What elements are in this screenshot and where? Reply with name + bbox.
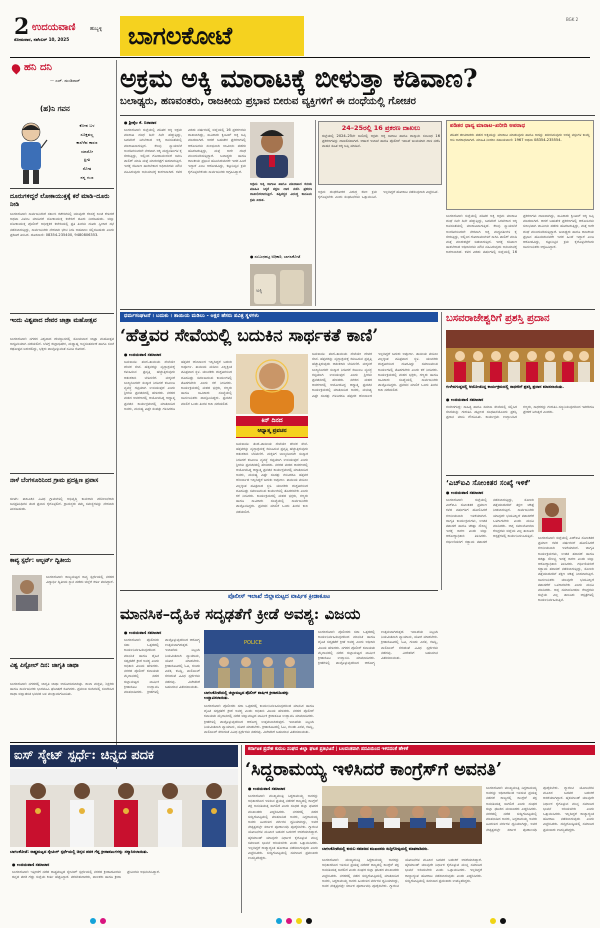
seva-badge-top: ಕಿನ್ ದಿನದ xyxy=(261,417,283,424)
official-photo xyxy=(250,122,294,178)
masthead xyxy=(0,0,600,58)
svg-text:ಅಕ್ಕಿ: ಅಕ್ಕಿ xyxy=(256,288,263,294)
seva-byline: ● ಉದಯವಾಣಿ ಸಮಾಚಾರ xyxy=(124,352,162,357)
seva-body-left: ಜಮಖಂಡಿ: ತಂದೆ–ತಾಯಿಯ ಸೇವೆಯೇ ದೇವರ ಸೇವೆ. ಹೆತ್ತವರನ್ನು ವೃದ್ಧಾಶ್ರಮಕ್ಕೆ ಕಳುಹಿಸುವ ಪ್ರವೃತ್ತಿ ಹೆಚ್ಚುತ್ತಿರುವುದು ಆತಂಕಕಾರಿ ಬೆಳವಣಿಗೆ. ಮಕ್ಕಳಿಗೆ ಬಾಲ್ಯದಿಂದಲೇ ಸಂಸ್ಕಾರ ನೀಡಿದರೆ ಕುಟುಂಬ ವ್ಯವಸ್ಥೆ ಗಟ್ಟಿಯಾಗಿ ಉಳಿಯುತ್ತದೆ ಎಂದು ಶ್ರೀಗಳು ಪ್ರವಚನದಲ್ಲಿ ಹೇಳಿದರು. ನಗರದ ಮಠದ ಆವರಣದಲ್ಲಿ ಆಯೋಜಿಸಿದ್ದ ಆಧ್ಯಾತ್ಮ ಪ್ರವಚನ ಕಾರ್ಯಕ್ರಮದಲ್ಲಿ ಮಾತನಾಡಿದ ಅವರು, ಮನುಷ್ಯ ಎಷ್ಟೇ ಸಂಪತ್ತು ಗಳಿಸಿದರೂ ಹೆತ್ತವರ ಆಶೀರ್ವಾದ ಇಲ್ಲದಿದ್ದರೆ ಬದುಕು ಅಪೂರ್ಣ. ತಾಯಿಯ ಮಡಿಲು ಎಲ್ಲಕ್ಕಿಂತ ಪವಿತ್ರವಾದ ಸ್ಥಳ. ಯುವಕರು ದುಶ್ಚಟಗಳಿಂದ ದೂರವಿದ್ದು ಸಮಾಜಮುಖಿ ಕಾರ್ಯಗಳಲ್ಲಿ ತೊಡಗಬೇಕು ಎಂದು ಕರೆ ನೀಡಿದರು. ಕಾರ್ಯಕ್ರಮದಲ್ಲಿ ಮಠದ ಭಕ್ತರು, ಗಣ್ಯರು ಹಾಗೂ ಸಾವಿರಾರು ಸಂಖ್ಯೆಯಲ್ಲಿ ಸಾರ್ವಜನಿಕರು ಪಾಲ್ಗೊಂಡಿದ್ದರು. ಪ್ರವಚನ ಮಾಲಿಕೆ ಒಂದು ತಿಂಗಳ ಕಾಲ ನಡೆಯಲಿದೆ. xyxy=(124,360,232,411)
basava-byline: ● ಉದಯವಾಣಿ ಸಮಾಚಾರ xyxy=(446,397,484,402)
cong-byline: ● ಉದಯವಾಣಿ ಸಮಾಚಾರ xyxy=(248,786,286,791)
cong-body-left: ಬಾಗಲಕೋಟೆ: ಮುಖ್ಯಮಂತ್ರಿ ಸಿದ್ದರಾಮಯ್ಯ ಅವರನ್ನು ಅಧಿಕಾರದಿಂದ ಇಳಿಸುವ ಪ್ರಯತ್ನ ನಡೆದರೆ ರಾಜ್ಯದಲ್ಲಿ ಕಾಂಗ್ರೆಸ್ ಪಕ್ಷ ಅವನತಿಯತ್ತ ಸಾಗಲಿದೆ ಎಂದು ಸಂಘದ ಜಿಲ್ಲಾ ಘಟಕದ ಮುಖಂಡರು ಎಚ್ಚರಿಸಿದರು. ನಗರದಲ್ಲಿ ನಡೆದ ಸುದ್ದಿಗೋಷ್ಠಿಯಲ್ಲಿ ಮಾತನಾಡಿದ ಅವರು, ಸಿದ್ದರಾಮಯ್ಯ ಅವರು ಹಿಂದುಳಿದ ವರ್ಗಗಳ ಧ್ವನಿಯಾಗಿದ್ದು, ಅವರ ನೇತೃತ್ವದಲ್ಲೇ ಸರ್ಕಾರ ಪೂರ್ಣಾವಧಿ ಪೂರೈಸಬೇಕು. ಗ್ಯಾರಂಟಿ ಯೋಜನೆಗಳ ಮೂಲಕ ಬಡವರ ಬದುಕಿಗೆ ಆಸರೆಯಾಗಿದ್ದಾರೆ. ಹೈಕಮಾಂಡ್ ಯಾವುದೇ ನಿರ್ಧಾರ ಕೈಗೊಳ್ಳುವ ಮುನ್ನ ಸಮಾಜದ ಭಾವನೆ ಅರಿಯಬೇಕು ಎಂದು ಒತ್ತಾಯಿಸಿದರು. ಇಲ್ಲದಿದ್ದರೆ ರಾಜ್ಯಾದ್ಯಂತ ಹೋರಾಟ ನಡೆಸಲಾಗುವುದು ಎಂದು ಎಚ್ಚರಿಸಿದರು. ಸುದ್ದಿಗೋಷ್ಠಿಯಲ್ಲಿ ಸಮಾಜದ ಪ್ರಮುಖರು ಉಪಸ್ಥಿತರಿದ್ದರು. xyxy=(248,794,318,861)
poem-line: ಪ್ರೀತಿ xyxy=(83,157,91,163)
registration-mark-black xyxy=(500,918,506,924)
lead-headline: ಅಕ್ರಮ ಅಕ್ಕಿ ಮಾರಾಟಕ್ಕೆ ಬೀಳುತ್ತಾ ಕಡಿವಾಣ? xyxy=(120,64,478,93)
seva-badge-bottom: ಆಧ್ಯಾತ್ಮ ಪ್ರವಚನ xyxy=(236,426,308,437)
case-box-text: ಜಿಲ್ಲೆಯಲ್ಲಿ 2024–25ನೇ ಸಾಲಿನಲ್ಲಿ ಅಕ್ರಮ ಅಕ್ಕಿ ಸಾಗಾಟ ಹಾಗೂ ದಾಸ್ತಾನು ಸಂಬಂಧ 16 ಪ್ರಕರಣಗಳನ್ನು ದಾಖಲಿಸಲಾಗಿದೆ. ಆಹಾರ ಇಲಾಖೆ ಹಾಗೂ ಪೊಲೀಸ್ ಇಲಾಖೆ ಜಂಟಿಯಾಗಿ ದಾಳಿ ನಡೆಸಿ ವಾಹನ ಸಹಿತ ಅಕ್ಕಿ ಜಪ್ತಿ ಮಾಡಿವೆ. xyxy=(322,134,440,149)
story4-photo xyxy=(12,575,42,611)
cong-body-mid: ಬಾಗಲಕೋಟೆ: ಮುಖ್ಯಮಂತ್ರಿ ಸಿದ್ದರಾಮಯ್ಯ ಅವರನ್ನು ಅಧಿಕಾರದಿಂದ ಇಳಿಸುವ ಪ್ರಯತ್ನ ನಡೆದರೆ ರಾಜ್ಯದಲ್ಲಿ ಕಾಂಗ್ರೆಸ್ ಪಕ್ಷ ಅವನತಿಯತ್ತ ಸಾಗಲಿದೆ ಎಂದು ಸಂಘದ ಜಿಲ್ಲಾ ಘಟಕದ ಮುಖಂಡರು ಎಚ್ಚರಿಸಿದರು. ನಗರದಲ್ಲಿ ನಡೆದ ಸುದ್ದಿಗೋಷ್ಠಿಯಲ್ಲಿ ಮಾತನಾಡಿದ ಅವರು, ಸಿದ್ದರಾಮಯ್ಯ ಅವರು ಹಿಂದುಳಿದ ವರ್ಗಗಳ ಧ್ವನಿಯಾಗಿದ್ದು, ಅವರ ನೇತೃತ್ವದಲ್ಲೇ ಸರ್ಕಾರ ಪೂರ್ಣಾವಧಿ ಪೂರೈಸಬೇಕು. ಗ್ಯಾರಂಟಿ ಯೋಜನೆಗಳ ಮೂಲಕ ಬಡವರ ಬದುಕಿಗೆ ಆಸರೆಯಾಗಿದ್ದಾರೆ. ಹೈಕಮಾಂಡ್ ಯಾವುದೇ ನಿರ್ಧಾರ ಕೈಗೊಳ್ಳುವ ಮುನ್ನ ಸಮಾಜದ ಭಾವನೆ ಅರಿಯಬೇಕು ಎಂದು ಒತ್ತಾಯಿಸಿದರು. ಇಲ್ಲದಿದ್ದರೆ ರಾಜ್ಯಾದ್ಯಂತ ಹೋರಾಟ ನಡೆಸಲಾಗುವುದು ಎಂದು ಎಚ್ಚರಿಸಿದರು. ಸುದ್ದಿಗೋಷ್ಠಿಯಲ್ಲಿ ಸಮಾಜದ ಪ್ರಮುಖರು ಉಪಸ್ಥಿತರಿದ್ದರು. xyxy=(322,858,482,889)
lead-subhead: ಬಲಾಢ್ಯರು, ಹಣವಂತರು, ರಾಜಕೀಯ ಪ್ರಭಾವ ಬೀರುವ ವ್ಯಕ್ತಿಗಳಿಗೆ ಈ ದಂಧೆಯಲ್ಲಿ ಗೋಚರ xyxy=(120,96,417,107)
poem-line: ಕಾಲೆಳೆವ ಕಾರಣ xyxy=(76,140,98,146)
story5-body: ಬಾಗಲಕೋಟೆ: ನಗರದಲ್ಲಿ ಜಾಗೃತಿ ಜಾಥಾ ಆಯೋಜಿಸಲಾಗಿತ್ತು. ಶಾಲಾ ಮಕ್ಕಳು, ಶಿಕ್ಷಕರು ಹಾಗೂ ಸಾರ್ವಜನಿಕರು ಭಾಗವಹಿಸಿ ಘೋಷಣೆ ಕೂಗಿದರು. ಪ್ರಮುಖ ಬೀದಿಗಳಲ್ಲಿ ಸಂಚರಿಸಿದ ಜಾಥಾ ಜಿಲ್ಲಾಡಳಿತ ಭವನದ ಬಳಿ ಮುಕ್ತಾಯಗೊಂಡಿತು. xyxy=(10,682,114,697)
lead-quote-name: ● ಸಂಬಂಧಪಟ್ಟ ಅಧಿಕಾರಿ, ಬಾಗಲಕೋಟೆ xyxy=(250,254,301,259)
seva-headline: ‘ಹೆತ್ತವರ ಸೇವೆಯಲ್ಲಿ ಬದುಕಿನ ಸಾರ್ಥಕತೆ ಕಾಣಿ’ xyxy=(120,326,379,346)
lead-byline: ● ಶ್ರೀಶೈಲ ಕೆ. ಬಿರಾದಾರ xyxy=(124,120,157,125)
hiv-headline: ‘ಎಚ್‌ಐವಿ ಸೋಂಕಿತರ ಸಂಖ್ಯೆ ಇಳಿಕೆ’ xyxy=(446,478,531,487)
hiv-byline: ● ಉದಯವಾಣಿ ಸಮಾಚಾರ xyxy=(446,490,484,495)
story1-body: ಬಾಗಲಕೋಟೆ: ಸಾರ್ವಜನಿಕರಿಗೆ ಸರ್ಕಾರಿ ಕಚೇರಿಗಳಲ್ಲಿ ಯಾವುದೇ ಕೆಲಸಕ್ಕೆ ಲಂಚ ಕೇಳಿದರೆ ಅಥವಾ ವಿಳಂಬ ಮಾಡಿದರೆ ಲೋಕಾಯುಕ್ತ ಕಚೇರಿಗೆ ದೂರು ನೀಡಬಹುದು. ಜಿಲ್ಲಾ ಲೋಕಾಯುಕ್ತ ಪೊಲೀಸ್ ಅಧೀಕ್ಷಕರ ಕಚೇರಿಯಲ್ಲಿ ಪ್ರತಿ ತಿಂಗಳು ದೂರು ಸ್ವೀಕಾರ ಸಭೆ ನಡೆಸಲಾಗುತ್ತಿದ್ದು, ಸಾರ್ವಜನಿಕರು ನೇರವಾಗಿ ಭೇಟಿ ನೀಡಿ ಅಹವಾಲು ಸಲ್ಲಿಸಬಹುದು ಎಂದು ಪ್ರಕಟಣೆ ತಿಳಿಸಿದೆ. ದೂರವಾಣಿ: 08354-235400, 9480806353. xyxy=(10,212,114,237)
column-logo: ಹನಿ ದನಿ xyxy=(24,62,52,73)
hanidani-logo xyxy=(12,62,112,76)
sports-body-left: ಬಾಗಲಕೋಟೆ: ಪೊಲೀಸರು ಸದಾ ಒತ್ತಡದಲ್ಲಿ ಕಾರ್ಯನಿರ್ವಹಿಸುವುದರಿಂದ ಮಾನಸಿಕ ಹಾಗೂ ದೈಹಿಕ ಸದೃಢತೆಗೆ ಕ್ರೀಡೆ ಅವಶ್ಯ ಎಂದು ಅಧಿಕಾರಿ ವಿಜಯ ಹೇಳಿದರು. ನಗರದ ಪೊಲೀಸ್ ಕವಾಯತು ಮೈದಾನದಲ್ಲಿ ನಡೆದ ಜಿಲ್ಲಾಮಟ್ಟದ ವಾರ್ಷಿಕ ಕ್ರೀಡಾಕೂಟ ಉದ್ಘಾಟಿಸಿ ಮಾತನಾಡಿದರು. ಕ್ರೀಡೆಗಳಲ್ಲಿ ಪಾಲ್ಗೊಳ್ಳುವುದರಿಂದ ಆರೋಗ್ಯ ಉತ್ತಮವಾಗಿರುತ್ತದೆ. ಇಲಾಖೆಯ ಸಿಬ್ಬಂದಿ ನಿಯಮಿತವಾಗಿ ವ್ಯಾಯಾಮ, ಯೋಗ ಮಾಡಬೇಕು. ಕ್ರೀಡಾಕೂಟದಲ್ಲಿ ಓಟ, ಗುಂಡು ಎಸೆತ, ಕಬಡ್ಡಿ, ವಾಲಿಬಾಲ್ ಸೇರಿದಂತೆ ವಿವಿಧ ಸ್ಪರ್ಧೆಗಳು ನಡೆದವು. ವಿಜೇತರಿಗೆ ಬಹುಮಾನ ವಿತರಿಸಲಾಯಿತು. xyxy=(124,638,200,695)
lead-side-column: ಬಾಗಲಕೋಟೆ: ಜಿಲ್ಲೆಯಲ್ಲಿ ಪಡಿತರ ಅಕ್ಕಿ ಅಕ್ರಮ ಮಾರಾಟ ದಂಧೆ ದಿನೇ ದಿನೇ ಹೆಚ್ಚುತ್ತಿದ್ದು, ಬಡವರಿಗೆ ಸಿಗಬೇಕಾದ ಅಕ್ಕಿ ಕಾಳಸಂತೆಯಲ್ಲಿ ಮಾರಾಟವಾಗುತ್ತಿದೆ. ಕೆಲವು ನ್ಯಾಯಬೆಲೆ ಅಂಗಡಿಗಳಿಂದಲೇ ನೇರವಾಗಿ ಅಕ್ಕಿ ಮಧ್ಯವರ್ತಿಗಳ ಕೈ ಸೇರುತ್ತಿದ್ದು, ಅಲ್ಲಿಂದ ಗೋದಾಮುಗಳಿಗೆ ಸಾಗಿಸಿ ಪಾಲಿಶ್ ಮಾಡಿ ಮತ್ತೆ ಮಾರುಕಟ್ಟೆಗೆ ಬಿಡಲಾಗುತ್ತಿದೆ. ಇದಕ್ಕೆ ಕಡಿವಾಣ ಹಾಕಬೇಕಾದ ಅಧಿಕಾರಿಗಳು ಮೌನ ವಹಿಸಿರುವುದು ಅನುಮಾನಕ್ಕೆ ಕಾರಣವಾಗಿದೆ. ಕಳೆದ ಎರಡು ವರ್ಷಗಳಲ್ಲಿ ಜಿಲ್ಲೆಯಲ್ಲಿ 16 ಪ್ರಕರಣಗಳು ದಾಖಲಾಗಿದ್ದು, ಸಾವಿರಾರು ಕ್ವಿಂಟಲ್ ಅಕ್ಕಿ ಜಪ್ತಿ ಮಾಡಲಾಗಿದೆ. ಆದರೆ ಬಹುತೇಕ ಪ್ರಕರಣಗಳಲ್ಲಿ ಆರೋಪಿಗಳು ಸುಲಭವಾಗಿ ಜಾಮೀನು ಪಡೆದು ಹೊರಬರುತ್ತಿದ್ದು, ಮತ್ತೆ ಅದೇ ದಂಧೆ ಮುಂದುವರಿಸುತ್ತಿದ್ದಾರೆ. ಬಲಾಢ್ಯರು ಹಾಗೂ ರಾಜಕೀಯ ಪ್ರಭಾವ ಹೊಂದಿರುವವರೇ ಇದರ ಹಿಂದೆ ಇದ್ದಾರೆ ಎಂಬ ಆರೋಪವಿದ್ದು, ಕಟ್ಟುನಿಟ್ಟಿನ ಕ್ರಮ ಕೈಗೊಳ್ಳಬೇಕೆಂದು ಸಾರ್ವಜನಿಕರು ಆಗ್ರಹಿಸಿದ್ದಾರೆ. xyxy=(446,214,594,255)
offence-box-title: ಪಡಿತರ ಧಾನ್ಯ ಮಾರಾಟ–ಖರೀದಿ ಅಪರಾಧ xyxy=(450,123,526,129)
registration-mark-cyan xyxy=(276,918,282,924)
story4-headline: ಕಾವ್ಯ ಸ್ಪರ್ಧೆ: ಆಲ್ಬರ್ಟ್ ದ್ವಿತೀಯ xyxy=(10,558,71,564)
registration-mark-black xyxy=(306,918,312,924)
story4-body: ಬಾಗಲಕೋಟೆ: ರಾಜ್ಯಮಟ್ಟದ ಕಾವ್ಯ ಸ್ಪರ್ಧೆಯಲ್ಲಿ ನಗರದ ವಿದ್ಯಾರ್ಥಿ ದ್ವಿತೀಯ ಸ್ಥಾನ ಪಡೆದು ಜಿಲ್ಲೆಗೆ ಕೀರ್ತಿ ತಂದಿದ್ದಾರೆ. xyxy=(46,575,114,585)
date-line: ಸೋಮವಾರ, ನವೆಂಬರ್ 10, 2025 xyxy=(14,37,70,42)
registration-mark-magenta xyxy=(286,918,292,924)
poem-title: (ಹ)ನಿ ಗವನ xyxy=(40,105,70,113)
basava-body: ಗುಳೇದಗುಡ್ಡ: ಸಾಹಿತ್ಯ ಹಾಗೂ ಸಮಾಜ ಸೇವೆಯಲ್ಲಿ ಸಲ್ಲಿಸಿದ ಸೇವೆಯನ್ನು ಗುರುತಿಸಿ ಪಟ್ಟಣದ ಸಂಘಟನೆಯೊಂದು ಪ್ರಶಸ್ತಿ ಪ್ರದಾನ ಮಾಡಿ ಗೌರವಿಸಿತು. ಕಾರ್ಯಕ್ರಮ ಉದ್ಘಾಟಿಸಿದ ಗಣ್ಯರು, ಸಾಧಕರನ್ನು ಗುರುತಿಸಿ ಸನ್ಮಾನಿಸುವುದರಿಂದ ಇತರರಿಗೂ ಪ್ರೇರಣೆ ಸಿಗುತ್ತದೆ ಎಂದರು. xyxy=(446,405,594,420)
cong-headline: ‘ಸಿದ್ದರಾಮಯ್ಯ ಇಳಿಸಿದರೆ ಕಾಂಗ್ರೆಸ್‌ಗೆ ಅವನತಿ’ xyxy=(245,760,502,780)
story1-headline: ದೂರುಗಳಿದ್ದರೆ ಲೋಕಾಯುಕ್ತಕ್ಕೆ ಕರೆ ಮಾಡಿ–ದೂರು ನೀಡಿ xyxy=(10,193,110,208)
sports-byline: ● ಉದಯವಾಣಿ ಸಮಾಚಾರ xyxy=(124,630,162,635)
medal-headline: ಐಸ್ ಸ್ಕೇಟ್ ಸ್ಪರ್ಧೆ: ಚಿನ್ನದ ಪದಕ xyxy=(14,748,154,763)
poem-line: ಕೋಪ ಬಳ xyxy=(79,123,95,128)
registration-mark-yellow xyxy=(296,918,302,924)
award-caption: ಗುಳೇದಗುಡ್ಡದಲ್ಲಿ ಆಯೋಜಿಸಿದ್ದ ಕಾರ್ಯಕ್ರಮದಲ್ಲಿ ಸಾಧಕರಿಗೆ ಪ್ರಶಸ್ತಿ ಪ್ರದಾನ ಮಾಡಲಾಯಿತು. xyxy=(446,384,564,389)
registration-mark-yellow xyxy=(490,918,496,924)
story2-body: ಬಾಗಲಕೋಟೆ: ನಗರದ ವಿಶ್ವಪಾದ ದೇವಸ್ಥಾನದಲ್ಲಿ ಸೋಮವಾರ ಜಾತ್ರಾ ಮಹೋತ್ಸವ ಅದ್ದೂರಿಯಾಗಿ ನಡೆಯಲಿದೆ. ಬೆಳಗ್ಗೆ ರುದ್ರಾಭಿಷೇಕ, ಮಧ್ಯಾಹ್ನ ಅನ್ನಸಂತರ್ಪಣೆ ಹಾಗೂ ಸಂಜೆ ರಥೋತ್ಸವ ಜರುಗಲಿದ್ದು, ಭಕ್ತರು ಪಾಲ್ಗೊಳ್ಳುವಂತೆ ಸಮಿತಿ ಕೋರಿದೆ. xyxy=(10,337,114,352)
sports-headline: ಮಾನಸಿಕ–ದೈಹಿಕ ಸದೃಢತೆಗೆ ಕ್ರೀಡೆ ಅವಶ್ಯ: ವಿಜಯ xyxy=(120,605,361,623)
medal-byline: ● ಉದಯವಾಣಿ ಸಮಾಚಾರ xyxy=(12,862,50,867)
story3-headline: ನಾಳೆ ಬೆಂಗಳೂರಿನಿಂದ ಗ್ರಾಮ ಪ್ರದಕ್ಷಿಣ ಪ್ರವಾಸ xyxy=(10,477,99,484)
registration-mark-cyan xyxy=(90,918,96,924)
paper-suffix: ಹುಬ್ಬಳ್ಳಿ xyxy=(90,26,103,32)
press-meet-caption: ಬಾಗಲಕೋಟೆಯಲ್ಲಿ ಕುರುಬ ಸಮಾಜದ ಮುಖಂಡರು ಸುದ್ದಿಗೋಷ್ಠಿಯಲ್ಲಿ ಮಾತನಾಡಿದರು. xyxy=(322,846,429,851)
basava-headline: ಬಸವರಾಜೇಶ್ವರಿಗೆ ಪ್ರಶಸ್ತಿ ಪ್ರದಾನ xyxy=(446,313,550,324)
award-photo xyxy=(446,330,594,382)
poem-line: ಸೂಕ್ತವಲ್ಲ xyxy=(80,131,94,137)
lead-quote: ಅಕ್ರಮ ಅಕ್ಕಿ ಸಾಗಾಟ ಹಾಗೂ ಮಾರಾಟದ ಕುರಿತು ಮಾಹಿತಿ ಸಿಕ್ಕರೆ ತಕ್ಷಣ ದಾಳಿ ನಡೆಸಿ ಪ್ರಕರಣ ದಾಖಲಿಸಲಾಗುತ್ತಿದೆ. ತಪ್ಪಿತಸ್ಥರ ವಿರುದ್ಧ ಕಾನೂನು ಕ್ರಮ ಖಚಿತ. xyxy=(250,182,312,202)
sidebar xyxy=(10,60,114,840)
seva-body-right: ಜಮಖಂಡಿ: ತಂದೆ–ತಾಯಿಯ ಸೇವೆಯೇ ದೇವರ ಸೇವೆ. ಹೆತ್ತವರನ್ನು ವೃದ್ಧಾಶ್ರಮಕ್ಕೆ ಕಳುಹಿಸುವ ಪ್ರವೃತ್ತಿ ಹೆಚ್ಚುತ್ತಿರುವುದು ಆತಂಕಕಾರಿ ಬೆಳವಣಿಗೆ. ಮಕ್ಕಳಿಗೆ ಬಾಲ್ಯದಿಂದಲೇ ಸಂಸ್ಕಾರ ನೀಡಿದರೆ ಕುಟುಂಬ ವ್ಯವಸ್ಥೆ ಗಟ್ಟಿಯಾಗಿ ಉಳಿಯುತ್ತದೆ ಎಂದು ಶ್ರೀಗಳು ಪ್ರವಚನದಲ್ಲಿ ಹೇಳಿದರು. ನಗರದ ಮಠದ ಆವರಣದಲ್ಲಿ ಆಯೋಜಿಸಿದ್ದ ಆಧ್ಯಾತ್ಮ ಪ್ರವಚನ ಕಾರ್ಯಕ್ರಮದಲ್ಲಿ ಮಾತನಾಡಿದ ಅವರು, ಮನುಷ್ಯ ಎಷ್ಟೇ ಸಂಪತ್ತು ಗಳಿಸಿದರೂ ಹೆತ್ತವರ ಆಶೀರ್ವಾದ ಇಲ್ಲದಿದ್ದರೆ ಬದುಕು ಅಪೂರ್ಣ. ತಾಯಿಯ ಮಡಿಲು ಎಲ್ಲಕ್ಕಿಂತ ಪವಿತ್ರವಾದ ಸ್ಥಳ. ಯುವಕರು ದುಶ್ಚಟಗಳಿಂದ ದೂರವಿದ್ದು ಸಮಾಜಮುಖಿ ಕಾರ್ಯಗಳಲ್ಲಿ ತೊಡಗಬೇಕು ಎಂದು ಕರೆ ನೀಡಿದರು. ಕಾರ್ಯಕ್ರಮದಲ್ಲಿ ಮಠದ ಭಕ್ತರು, ಗಣ್ಯರು ಹಾಗೂ ಸಾವಿರಾರು ಸಂಖ್ಯೆಯಲ್ಲಿ ಸಾರ್ವಜನಿಕರು ಪಾಲ್ಗೊಂಡಿದ್ದರು. ಪ್ರವಚನ ಮಾಲಿಕೆ ಒಂದು ತಿಂಗಳ ಕಾಲ ನಡೆಯಲಿದೆ. xyxy=(312,352,438,398)
poem-lines xyxy=(60,122,114,182)
poet-cartoon xyxy=(14,120,48,186)
edition-code: BGK 2 xyxy=(566,17,579,22)
sports-photo xyxy=(204,630,314,688)
page-number: 2 xyxy=(14,14,30,40)
paper-name: ಉದಯವಾಣಿ xyxy=(32,22,76,33)
svg-text:POLICE: POLICE xyxy=(244,640,262,646)
seva-kicker: ಧರ್ಮಸಂಘಟನೆ । ಬದುಕು । ತಾಯಿಯ ಮಡಿಲು - ಅಕ್ಷರ ಹೆಸರು ಪವಿತ್ರ ಸ್ಥಳಗಳು xyxy=(124,313,259,319)
hanidani-drop-icon xyxy=(10,62,22,74)
registration-mark-magenta xyxy=(100,918,106,924)
rice-bag-photo xyxy=(250,264,312,306)
medal-caption: ಬಾಗಲಕೋಟೆ: ರಾಷ್ಟ್ರಮಟ್ಟದ ಸ್ಕೇಟಿಂಗ್ ಸ್ಪರ್ಧೆಯಲ್ಲಿ ಚಿನ್ನದ ಪದಕ ಗೆದ್ದ ಕ್ರೀಡಾಪಟುಗಳನ್ನು ಸನ್ಮಾನಿಸಲಾಯಿತು. xyxy=(10,849,149,854)
hiv-body-right: ಬಾಗಲಕೋಟೆ: ಜಿಲ್ಲೆಯಲ್ಲಿ ಎಚ್‌ಐವಿ ಸೋಂಕಿತರ ಪ್ರಮಾಣ ಕಳೆದ ವರ್ಷಗಳಿಗೆ ಹೋಲಿಸಿದರೆ ಗಣನೀಯವಾಗಿ ಇಳಿಕೆಯಾಗಿದೆ. ಜಾಗೃತಿ ಕಾರ್ಯಕ್ರಮಗಳು, ಉಚಿತ ತಪಾಸಣೆ ಹಾಗೂ ಚಿಕಿತ್ಸಾ ಸೌಲಭ್ಯ ಇದಕ್ಕೆ ಕಾರಣ ಎಂದು ಜಿಲ್ಲಾ ಆರೋಗ್ಯಾಧಿಕಾರಿ ತಿಳಿಸಿದರು. ಗರ್ಭಿಣಿಯರಿಗೆ ಕಡ್ಡಾಯ ತಪಾಸಣೆ ನಡೆಸಲಾಗುತ್ತಿದ್ದು, ಸೋಂಕು ಪತ್ತೆಯಾದವರಿಗೆ ತಕ್ಷಣ ಚಿಕಿತ್ಸೆ ನೀಡಲಾಗುತ್ತಿದೆ. ಸಾರ್ವಜನಿಕರು ಯಾವುದೇ ಭಯವಿಲ್ಲದೆ ತಪಾಸಣೆಗೆ ಒಳಗಾಗಬೇಕು ಎಂದು ಮನವಿ ಮಾಡಿದರು. ಆಪ್ತ ಸಮಾಲೋಚನಾ ಕೇಂದ್ರಗಳು ಜಿಲ್ಲೆಯ ಎಲ್ಲ ತಾಲೂಕು ಆಸ್ಪತ್ರೆಗಳಲ್ಲಿ ಕಾರ್ಯನಿರ್ವಹಿಸುತ್ತಿವೆ. xyxy=(538,536,594,603)
seva-body-mid: ಜಮಖಂಡಿ: ತಂದೆ–ತಾಯಿಯ ಸೇವೆಯೇ ದೇವರ ಸೇವೆ. ಹೆತ್ತವರನ್ನು ವೃದ್ಧಾಶ್ರಮಕ್ಕೆ ಕಳುಹಿಸುವ ಪ್ರವೃತ್ತಿ ಹೆಚ್ಚುತ್ತಿರುವುದು ಆತಂಕಕಾರಿ ಬೆಳವಣಿಗೆ. ಮಕ್ಕಳಿಗೆ ಬಾಲ್ಯದಿಂದಲೇ ಸಂಸ್ಕಾರ ನೀಡಿದರೆ ಕುಟುಂಬ ವ್ಯವಸ್ಥೆ ಗಟ್ಟಿಯಾಗಿ ಉಳಿಯುತ್ತದೆ ಎಂದು ಶ್ರೀಗಳು ಪ್ರವಚನದಲ್ಲಿ ಹೇಳಿದರು. ನಗರದ ಮಠದ ಆವರಣದಲ್ಲಿ ಆಯೋಜಿಸಿದ್ದ ಆಧ್ಯಾತ್ಮ ಪ್ರವಚನ ಕಾರ್ಯಕ್ರಮದಲ್ಲಿ ಮಾತನಾಡಿದ ಅವರು, ಮನುಷ್ಯ ಎಷ್ಟೇ ಸಂಪತ್ತು ಗಳಿಸಿದರೂ ಹೆತ್ತವರ ಆಶೀರ್ವಾದ ಇಲ್ಲದಿದ್ದರೆ ಬದುಕು ಅಪೂರ್ಣ. ತಾಯಿಯ ಮಡಿಲು ಎಲ್ಲಕ್ಕಿಂತ ಪವಿತ್ರವಾದ ಸ್ಥಳ. ಯುವಕರು ದುಶ್ಚಟಗಳಿಂದ ದೂರವಿದ್ದು ಸಮಾಜಮುಖಿ ಕಾರ್ಯಗಳಲ್ಲಿ ತೊಡಗಬೇಕು ಎಂದು ಕರೆ ನೀಡಿದರು. ಕಾರ್ಯಕ್ರಮದಲ್ಲಿ ಮಠದ ಭಕ್ತರು, ಗಣ್ಯರು ಹಾಗೂ ಸಾವಿರಾರು ಸಂಖ್ಯೆಯಲ್ಲಿ ಸಾರ್ವಜನಿಕರು ಪಾಲ್ಗೊಂಡಿದ್ದರು. ಪ್ರವಚನ ಮಾಲಿಕೆ ಒಂದು ತಿಂಗಳ ಕಾಲ ನಡೆಯಲಿದೆ. xyxy=(236,442,308,514)
medal-body: ಬಾಗಲಕೋಟೆ: ಇತ್ತೀಚೆಗೆ ನಡೆದ ರಾಷ್ಟ್ರಮಟ್ಟದ ಸ್ಕೇಟಿಂಗ್ ಸ್ಪರ್ಧೆಯಲ್ಲಿ ನಗರದ ಕ್ರೀಡಾಪಟುಗಳು ಚಿನ್ನದ ಪದಕ ಗೆದ್ದು ಜಿಲ್ಲೆಯ ಕೀರ್ತಿ ಹೆಚ್ಚಿಸಿದ್ದಾರೆ. ತರಬೇತುದಾರರು, ಪಾಲಕರು ಹಾಗೂ ಕ್ರೀಡಾ ಪ್ರೇಮಿಗಳು ಅಭಿನಂದಿಸಿದ್ದಾರೆ. xyxy=(12,870,160,880)
poem-line: ಸೋತ xyxy=(82,165,92,171)
offence-box-text: ಪಡಿತರ ಚೀಟಿದಾರರು ಪಡೆದ ಅಕ್ಕಿಯನ್ನು ಮಾರಾಟ ಮಾಡುವುದು ಹಾಗೂ ಅದನ್ನು ಖರೀದಿಸುವುದು ಅಗತ್ಯ ವಸ್ತುಗಳ ಕಾಯ್ದೆ ಅಡಿ ಅಪರಾಧವಾಗಿದೆ. ಮಾಹಿತಿ ನೀಡಲು ಸಹಾಯವಾಣಿ: 1967 ಅಥವಾ 08354-235554. xyxy=(450,133,590,143)
lead-body: ಬಾಗಲಕೋಟೆ: ಜಿಲ್ಲೆಯಲ್ಲಿ ಪಡಿತರ ಅಕ್ಕಿ ಅಕ್ರಮ ಮಾರಾಟ ದಂಧೆ ದಿನೇ ದಿನೇ ಹೆಚ್ಚುತ್ತಿದ್ದು, ಬಡವರಿಗೆ ಸಿಗಬೇಕಾದ ಅಕ್ಕಿ ಕಾಳಸಂತೆಯಲ್ಲಿ ಮಾರಾಟವಾಗುತ್ತಿದೆ. ಕೆಲವು ನ್ಯಾಯಬೆಲೆ ಅಂಗಡಿಗಳಿಂದಲೇ ನೇರವಾಗಿ ಅಕ್ಕಿ ಮಧ್ಯವರ್ತಿಗಳ ಕೈ ಸೇರುತ್ತಿದ್ದು, ಅಲ್ಲಿಂದ ಗೋದಾಮುಗಳಿಗೆ ಸಾಗಿಸಿ ಪಾಲಿಶ್ ಮಾಡಿ ಮತ್ತೆ ಮಾರುಕಟ್ಟೆಗೆ ಬಿಡಲಾಗುತ್ತಿದೆ. ಇದಕ್ಕೆ ಕಡಿವಾಣ ಹಾಕಬೇಕಾದ ಅಧಿಕಾರಿಗಳು ಮೌನ ವಹಿಸಿರುವುದು ಅನುಮಾನಕ್ಕೆ ಕಾರಣವಾಗಿದೆ. ಕಳೆದ ಎರಡು ವರ್ಷಗಳಲ್ಲಿ ಜಿಲ್ಲೆಯಲ್ಲಿ 16 ಪ್ರಕರಣಗಳು ದಾಖಲಾಗಿದ್ದು, ಸಾವಿರಾರು ಕ್ವಿಂಟಲ್ ಅಕ್ಕಿ ಜಪ್ತಿ ಮಾಡಲಾಗಿದೆ. ಆದರೆ ಬಹುತೇಕ ಪ್ರಕರಣಗಳಲ್ಲಿ ಆರೋಪಿಗಳು ಸುಲಭವಾಗಿ ಜಾಮೀನು ಪಡೆದು ಹೊರಬರುತ್ತಿದ್ದು, ಮತ್ತೆ ಅದೇ ದಂಧೆ ಮುಂದುವರಿಸುತ್ತಿದ್ದಾರೆ. ಬಲಾಢ್ಯರು ಹಾಗೂ ರಾಜಕೀಯ ಪ್ರಭಾವ ಹೊಂದಿರುವವರೇ ಇದರ ಹಿಂದೆ ಇದ್ದಾರೆ ಎಂಬ ಆರೋಪವಿದ್ದು, ಕಟ್ಟುನಿಟ್ಟಿನ ಕ್ರಮ ಕೈಗೊಳ್ಳಬೇಕೆಂದು ಸಾರ್ವಜನಿಕರು ಆಗ್ರಹಿಸಿದ್ದಾರೆ. xyxy=(124,128,246,174)
sports-caption: ಬಾಗಲಕೋಟೆಯಲ್ಲಿ ಜಿಲ್ಲಾಮಟ್ಟದ ಪೊಲೀಸ್ ವಾರ್ಷಿಕ ಕ್ರೀಡಾಕೂಟವನ್ನು ಉದ್ಘಾಟಿಸಲಾಯಿತು. xyxy=(204,690,289,700)
cong-body-right: ಬಾಗಲಕೋಟೆ: ಮುಖ್ಯಮಂತ್ರಿ ಸಿದ್ದರಾಮಯ್ಯ ಅವರನ್ನು ಅಧಿಕಾರದಿಂದ ಇಳಿಸುವ ಪ್ರಯತ್ನ ನಡೆದರೆ ರಾಜ್ಯದಲ್ಲಿ ಕಾಂಗ್ರೆಸ್ ಪಕ್ಷ ಅವನತಿಯತ್ತ ಸಾಗಲಿದೆ ಎಂದು ಸಂಘದ ಜಿಲ್ಲಾ ಘಟಕದ ಮುಖಂಡರು ಎಚ್ಚರಿಸಿದರು. ನಗರದಲ್ಲಿ ನಡೆದ ಸುದ್ದಿಗೋಷ್ಠಿಯಲ್ಲಿ ಮಾತನಾಡಿದ ಅವರು, ಸಿದ್ದರಾಮಯ್ಯ ಅವರು ಹಿಂದುಳಿದ ವರ್ಗಗಳ ಧ್ವನಿಯಾಗಿದ್ದು, ಅವರ ನೇತೃತ್ವದಲ್ಲೇ ಸರ್ಕಾರ ಪೂರ್ಣಾವಧಿ ಪೂರೈಸಬೇಕು. ಗ್ಯಾರಂಟಿ ಯೋಜನೆಗಳ ಮೂಲಕ ಬಡವರ ಬದುಕಿಗೆ ಆಸರೆಯಾಗಿದ್ದಾರೆ. ಹೈಕಮಾಂಡ್ ಯಾವುದೇ ನಿರ್ಧಾರ ಕೈಗೊಳ್ಳುವ ಮುನ್ನ ಸಮಾಜದ ಭಾವನೆ ಅರಿಯಬೇಕು ಎಂದು ಒತ್ತಾಯಿಸಿದರು. ಇಲ್ಲದಿದ್ದರೆ ರಾಜ್ಯಾದ್ಯಂತ ಹೋರಾಟ ನಡೆಸಲಾಗುವುದು ಎಂದು ಎಚ್ಚರಿಸಿದರು. ಸುದ್ದಿಗೋಷ್ಠಿಯಲ್ಲಿ ಸಮಾಜದ ಪ್ರಮುಖರು ಉಪಸ್ಥಿತರಿದ್ದರು. xyxy=(486,786,594,832)
seva-badge xyxy=(236,416,308,438)
case-box-title: 24–25ರಲ್ಲಿ 16 ಪ್ರಕರಣ ದಾಖಲು xyxy=(341,124,421,132)
press-meet-photo xyxy=(322,786,482,844)
sports-kicker: ಪೊಲೀಸ್ ಇಲಾಖೆ ಜಿಲ್ಲಾಮಟ್ಟದ ವಾರ್ಷಿಕ ಕ್ರೀಡಾಕೂಟ xyxy=(228,593,330,600)
poem-line: ನನ್ನ ಗುಣ xyxy=(80,174,94,180)
column-author: — ಎಚ್. ಡುಂಡಿರಾಜ್ xyxy=(50,78,81,83)
story3-body: ಬೀಳಗಿ: ತಾಲೂಕಿನ ವಿವಿಧ ಗ್ರಾಮಗಳಲ್ಲಿ ಅಭಿವೃದ್ಧಿ ಕಾಮಗಾರಿ ಪರಿಶೀಲನೆಗಾಗಿ ಜನಪ್ರತಿನಿಧಿಗಳ ತಂಡ ಪ್ರವಾಸ ಕೈಗೊಳ್ಳಲಿದೆ. ಗ್ರಾಮಸ್ಥರು ತಮ್ಮ ಸಮಸ್ಯೆಗಳನ್ನು ನೇರವಾಗಿ ತಿಳಿಸಬಹುದು. xyxy=(10,497,114,512)
hiv-official-photo xyxy=(538,498,566,532)
edition-title: ಬಾಗಲಕೋಟೆ xyxy=(128,21,233,50)
cong-kicker: ಕರ್ನಾಟಕ ಪ್ರದೇಶ ಕುರುಬ ಸಂಘದ ಜಿಲ್ಲಾ ಘಟಕ ಪ್ರತಿಭಟನೆ | ಬಲವಂತವಾಗಿ ಪದವಿಯಿಂದ ಇಳಿಸದಂತೆ ಹೇಳಿಕೆ xyxy=(248,747,409,752)
sports-body-mid: ಬಾಗಲಕೋಟೆ: ಪೊಲೀಸರು ಸದಾ ಒತ್ತಡದಲ್ಲಿ ಕಾರ್ಯನಿರ್ವಹಿಸುವುದರಿಂದ ಮಾನಸಿಕ ಹಾಗೂ ದೈಹಿಕ ಸದೃಢತೆಗೆ ಕ್ರೀಡೆ ಅವಶ್ಯ ಎಂದು ಅಧಿಕಾರಿ ವಿಜಯ ಹೇಳಿದರು. ನಗರದ ಪೊಲೀಸ್ ಕವಾಯತು ಮೈದಾನದಲ್ಲಿ ನಡೆದ ಜಿಲ್ಲಾಮಟ್ಟದ ವಾರ್ಷಿಕ ಕ್ರೀಡಾಕೂಟ ಉದ್ಘಾಟಿಸಿ ಮಾತನಾಡಿದರು. ಕ್ರೀಡೆಗಳಲ್ಲಿ ಪಾಲ್ಗೊಳ್ಳುವುದರಿಂದ ಆರೋಗ್ಯ ಉತ್ತಮವಾಗಿರುತ್ತದೆ. ಇಲಾಖೆಯ ಸಿಬ್ಬಂದಿ ನಿಯಮಿತವಾಗಿ ವ್ಯಾಯಾಮ, ಯೋಗ ಮಾಡಬೇಕು. ಕ್ರೀಡಾಕೂಟದಲ್ಲಿ ಓಟ, ಗುಂಡು ಎಸೆತ, ಕಬಡ್ಡಿ, ವಾಲಿಬಾಲ್ ಸೇರಿದಂತೆ ವಿವಿಧ ಸ್ಪರ್ಧೆಗಳು ನಡೆದವು. ವಿಜೇತರಿಗೆ ಬಹುಮಾನ ವಿತರಿಸಲಾಯಿತು. xyxy=(204,704,314,735)
swamiji-photo xyxy=(236,354,308,414)
story2-headline: ಇಂದು ವಿಶ್ವಪಾದ ದೇವರ ಜಾತ್ರಾ ಮಹೋತ್ಸವ xyxy=(10,317,97,324)
poem-line: ಯಾರೋ xyxy=(80,148,94,154)
lead-body-continued: ಅಕ್ರಮ ದಂಧೆಕೋರರ ವಿರುದ್ಧ ಕಠಿಣ ಕ್ರಮ ಕೈಗೊಳ್ಳಬೇಕು ಎಂದು ಸಂಘಟನೆಗಳು ಒತ್ತಾಯಿಸಿವೆ. ಇಲ್ಲದಿದ್ದರೆ ಹೋರಾಟ ನಡೆಸುವುದಾಗಿ ಎಚ್ಚರಿಸಿವೆ. xyxy=(318,190,439,200)
story5-headline: ವಿಶ್ವ ಪಿಸ್ಟೋಲ್ ದಿನ: ಜಾಗೃತಿ ಜಾಥಾ xyxy=(10,663,79,669)
medal-photo xyxy=(10,769,238,847)
hiv-body: ಬಾಗಲಕೋಟೆ: ಜಿಲ್ಲೆಯಲ್ಲಿ ಎಚ್‌ಐವಿ ಸೋಂಕಿತರ ಪ್ರಮಾಣ ಕಳೆದ ವರ್ಷಗಳಿಗೆ ಹೋಲಿಸಿದರೆ ಗಣನೀಯವಾಗಿ ಇಳಿಕೆಯಾಗಿದೆ. ಜಾಗೃತಿ ಕಾರ್ಯಕ್ರಮಗಳು, ಉಚಿತ ತಪಾಸಣೆ ಹಾಗೂ ಚಿಕಿತ್ಸಾ ಸೌಲಭ್ಯ ಇದಕ್ಕೆ ಕಾರಣ ಎಂದು ಜಿಲ್ಲಾ ಆರೋಗ್ಯಾಧಿಕಾರಿ ತಿಳಿಸಿದರು. ಗರ್ಭಿಣಿಯರಿಗೆ ಕಡ್ಡಾಯ ತಪಾಸಣೆ ನಡೆಸಲಾಗುತ್ತಿದ್ದು, ಸೋಂಕು ಪತ್ತೆಯಾದವರಿಗೆ ತಕ್ಷಣ ಚಿಕಿತ್ಸೆ ನೀಡಲಾಗುತ್ತಿದೆ. ಸಾರ್ವಜನಿಕರು ಯಾವುದೇ ಭಯವಿಲ್ಲದೆ ತಪಾಸಣೆಗೆ ಒಳಗಾಗಬೇಕು ಎಂದು ಮನವಿ ಮಾಡಿದರು. ಆಪ್ತ ಸಮಾಲೋಚನಾ ಕೇಂದ್ರಗಳು ಜಿಲ್ಲೆಯ ಎಲ್ಲ ತಾಲೂಕು ಆಸ್ಪತ್ರೆಗಳಲ್ಲಿ ಕಾರ್ಯನಿರ್ವಹಿಸುತ್ತಿವೆ. xyxy=(446,498,534,544)
sports-body-right: ಬಾಗಲಕೋಟೆ: ಪೊಲೀಸರು ಸದಾ ಒತ್ತಡದಲ್ಲಿ ಕಾರ್ಯನಿರ್ವಹಿಸುವುದರಿಂದ ಮಾನಸಿಕ ಹಾಗೂ ದೈಹಿಕ ಸದೃಢತೆಗೆ ಕ್ರೀಡೆ ಅವಶ್ಯ ಎಂದು ಅಧಿಕಾರಿ ವಿಜಯ ಹೇಳಿದರು. ನಗರದ ಪೊಲೀಸ್ ಕವಾಯತು ಮೈದಾನದಲ್ಲಿ ನಡೆದ ಜಿಲ್ಲಾಮಟ್ಟದ ವಾರ್ಷಿಕ ಕ್ರೀಡಾಕೂಟ ಉದ್ಘಾಟಿಸಿ ಮಾತನಾಡಿದರು. ಕ್ರೀಡೆಗಳಲ್ಲಿ ಪಾಲ್ಗೊಳ್ಳುವುದರಿಂದ ಆರೋಗ್ಯ ಉತ್ತಮವಾಗಿರುತ್ತದೆ. ಇಲಾಖೆಯ ಸಿಬ್ಬಂದಿ ನಿಯಮಿತವಾಗಿ ವ್ಯಾಯಾಮ, ಯೋಗ ಮಾಡಬೇಕು. ಕ್ರೀಡಾಕೂಟದಲ್ಲಿ ಓಟ, ಗುಂಡು ಎಸೆತ, ಕಬಡ್ಡಿ, ವಾಲಿಬಾಲ್ ಸೇರಿದಂತೆ ವಿವಿಧ ಸ್ಪರ್ಧೆಗಳು ನಡೆದವು. ವಿಜೇತರಿಗೆ ಬಹುಮಾನ ವಿತರಿಸಲಾಯಿತು. xyxy=(318,630,438,666)
